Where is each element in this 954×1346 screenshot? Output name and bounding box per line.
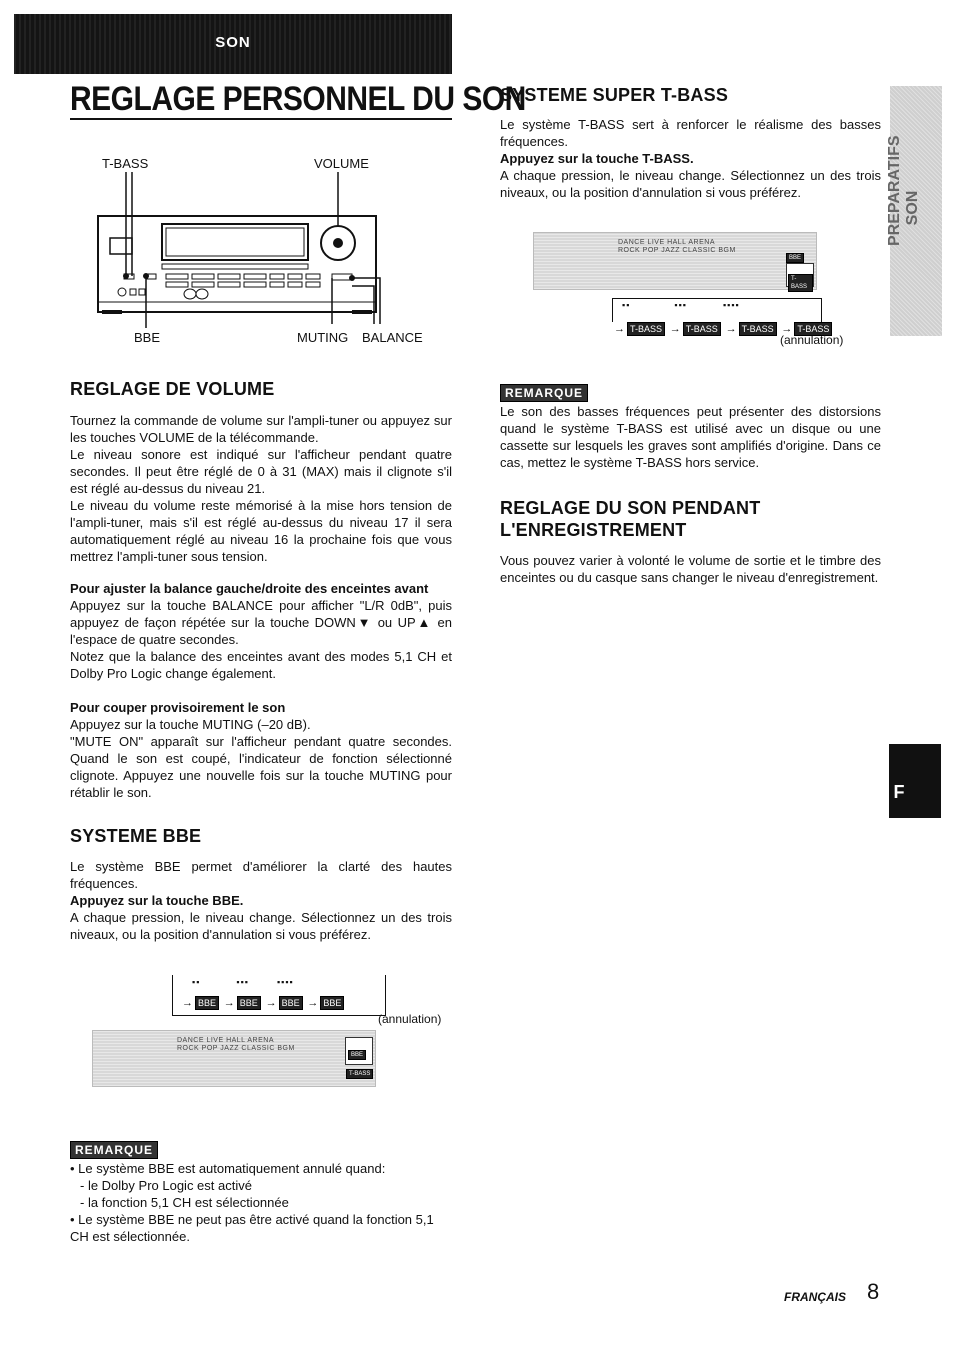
bbe-press: Appuyez sur la touche BBE.: [70, 893, 244, 908]
bbe-display-indicator-box: [345, 1037, 373, 1065]
balance-p2: Notez que la balance des enceintes avant des modes 5,1 CH et Dolby Pro Logic change également.: [70, 649, 452, 681]
tbass-display-indicator: T-BASS: [788, 274, 813, 292]
page-title: REGLAGE PERSONNEL DU SON: [70, 80, 526, 118]
tbass-display: [533, 232, 817, 290]
recording-heading: [500, 497, 760, 541]
tbass-display-indicator-box: [786, 263, 814, 290]
volume-p1: Tournez la commande de volume sur l'ampli-tuner ou appuyez sur les touches VOLUME de la télécommande.: [70, 413, 452, 445]
side-tab-text: [886, 135, 946, 246]
bbe-cycle: → BBE → BBE → BBE → BBE: [180, 996, 344, 1010]
section-banner: [14, 14, 452, 74]
tbass-p2: A chaque pression, le niveau change. Sélectionnez un des trois niveaux, ou la position d'annulation si vous préférez.: [500, 168, 881, 200]
banner-label: SON: [215, 34, 251, 51]
bbe-display-indicator: BBE: [348, 1050, 366, 1060]
label-bbe: BBE: [134, 330, 161, 345]
tbass-press: Appuyez sur la touche T-BASS.: [500, 151, 694, 166]
tbass-cycle: → T-BASS → T-BASS → T-BASS → T-BASS: [612, 322, 832, 336]
receiver-drawing: [70, 150, 452, 350]
bbe-remark-item2: • Le système BBE ne peut pas être activé quand la fonction 5,1 CH est sélectionnée.: [70, 1212, 434, 1244]
language-tab-label: F: [893, 782, 905, 802]
bbe-remark-label: REMARQUE: [70, 1141, 158, 1159]
bbe-p1: Le système BBE permet d'améliorer la clarté des hautes fréquences.: [70, 859, 452, 891]
bbe-remark-label-wrap: [70, 1141, 158, 1159]
volume-heading: REGLAGE DE VOLUME: [70, 379, 275, 399]
bbe-heading: SYSTEME BBE: [70, 826, 202, 846]
balance-body: [70, 597, 452, 682]
footer-language: FRANÇAIS: [784, 1290, 846, 1304]
label-volume: VOLUME: [314, 156, 369, 171]
mute-body: [70, 716, 452, 801]
tbass-p1: Le système T-BASS sert à renforcer le réalisme des basses fréquences.: [500, 117, 881, 149]
bbe-level-1: BBE: [195, 996, 219, 1010]
tbass-level-1: T-BASS: [627, 322, 665, 336]
recording-heading-line1: REGLAGE DU SON PENDANT: [500, 498, 761, 518]
title-rule: [70, 118, 452, 120]
bbe-body: [70, 858, 452, 943]
side-tab-line1: PREPARATIFS: [886, 135, 903, 246]
bbe-remark-item1: • Le système BBE est automatiquement annulé quand:: [70, 1161, 386, 1176]
tbass-level-3: T-BASS: [739, 322, 777, 336]
recording-heading-line2: L'ENREGISTREMENT: [500, 520, 687, 540]
bbe-level-2: BBE: [237, 996, 261, 1010]
bbe-annulation: (annulation): [378, 1012, 442, 1026]
bbe-level-3: BBE: [279, 996, 303, 1010]
tbass-display-modes-top: DANCE LIVE HALL ARENA: [618, 239, 715, 246]
bbe-display-modes-top: DANCE LIVE HALL ARENA: [177, 1037, 274, 1044]
label-balance: BALANCE: [362, 330, 423, 345]
tbass-level-dots: ▪▪ ▪▪▪ ▪▪▪▪: [622, 300, 740, 310]
bbe-off: BBE: [320, 996, 344, 1010]
mute-p1: Appuyez sur la touche MUTING (–20 dB).: [70, 717, 311, 732]
mute-heading: Pour couper provisoirement le son: [70, 700, 286, 715]
tbass-remark-label: REMARQUE: [500, 384, 588, 402]
side-tab-line2: SON: [904, 190, 921, 226]
tbass-display-bbe: BBE: [786, 253, 804, 263]
tbass-remark-text: Le son des basses fréquences peut présenter des distorsions quand le système T-BASS est utilisé avec un disque ou une cassette sur lesquels les graves sont amplifiés d'origine. Dans ce cas, mettez le système T-BASS hors service.: [500, 404, 881, 470]
bbe-display-tbass: T-BASS: [346, 1069, 373, 1079]
bbe-remark-body: [70, 1160, 452, 1245]
tbass-off: T-BASS: [794, 322, 832, 336]
language-tab: [889, 744, 941, 818]
label-tbass: T-BASS: [102, 156, 149, 171]
tbass-annulation: (annulation): [780, 333, 844, 347]
bbe-display: [92, 1030, 376, 1087]
tbass-body: [500, 116, 881, 201]
receiver-diagram: [70, 150, 452, 350]
page-number: 8: [867, 1279, 880, 1304]
balance-heading: Pour ajuster la balance gauche/droite des enceintes avant: [70, 581, 429, 596]
volume-body: [70, 412, 452, 565]
tbass-level-2: T-BASS: [683, 322, 721, 336]
volume-p2: Le niveau sonore est indiqué sur l'afficheur pendant quatre secondes. Il peut être réglé de 0 à 31 (MAX) mais il clignote s'il est réglé au-dessus du niveau 21.: [70, 447, 452, 496]
tbass-display-modes-bottom: ROCK POP JAZZ CLASSIC BGM: [618, 247, 736, 254]
tbass-remark-label-wrap: [500, 384, 588, 402]
label-muting: MUTING: [297, 330, 349, 345]
bbe-level-dots: ▪▪ ▪▪▪ ▪▪▪▪: [192, 977, 294, 987]
balance-p1: Appuyez sur la touche BALANCE pour afficher "L/R 0dB", puis appuyez de façon répétée sur la touche DOWN▼ ou UP▲ en l'espace de quatre secondes.: [70, 598, 452, 647]
mute-p2: "MUTE ON" apparaît sur l'afficheur pendant quatre secondes. Quand le son est coupé, l'indicateur de fonction sélectionné clignote. Appuyez une nouvelle fois sur la touche MUTING pour rétablir le son.: [70, 734, 452, 800]
bbe-display-modes-bottom: ROCK POP JAZZ CLASSIC BGM: [177, 1045, 295, 1052]
bbe-p2: A chaque pression, le niveau change. Sélectionnez un des trois niveaux, ou la position d'annulation si vous préférez.: [70, 910, 452, 942]
recording-body: Vous pouvez varier à volonté le volume de sortie et le timbre des enceintes ou du casque sans changer le niveau d'enregistrement.: [500, 553, 881, 585]
bbe-remark-item1b: - la fonction 5,1 CH est sélectionnée: [80, 1195, 289, 1210]
bbe-remark-item1a: - le Dolby Pro Logic est activé: [80, 1178, 252, 1193]
volume-p3: Le niveau du volume reste mémorisé à la mise hors tension de l'ampli-tuner, mais s'il est réglé au-dessus du niveau 17 il sera automatiquement réglé au niveau 16 la prochaine fois que vous mettrez l'ampli-tuner sous tension.: [70, 498, 452, 564]
tbass-heading: SYSTEME SUPER T-BASS: [500, 85, 729, 105]
